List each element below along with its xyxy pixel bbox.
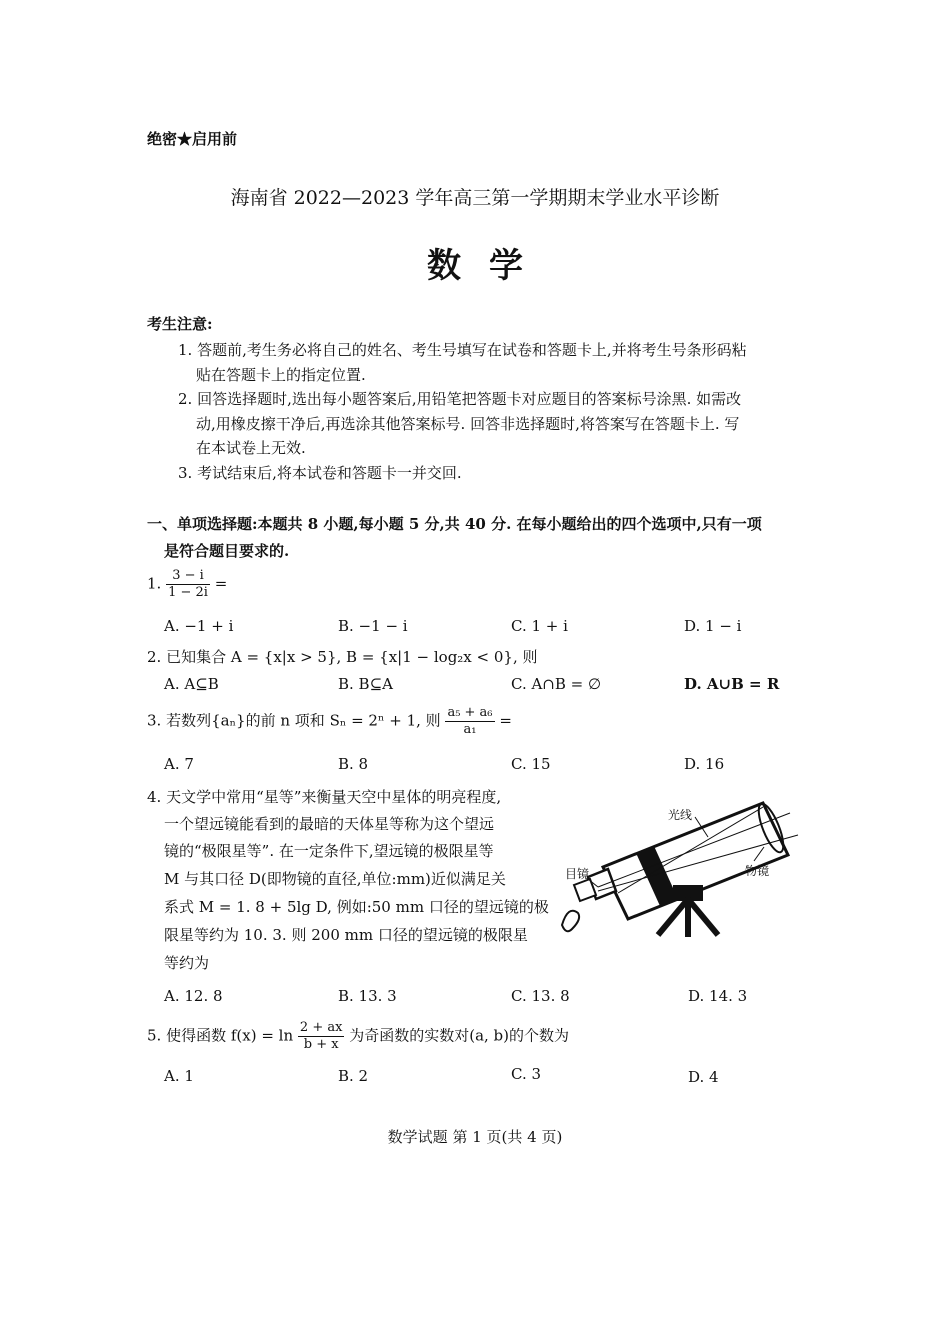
notice-item-3-line1: 3. 考试结束后,将本试卷和答题卡一并交回. bbox=[178, 464, 462, 482]
question-5-option-a: A. 1 bbox=[164, 1067, 194, 1085]
question-2-option-d: D. A∪B = R bbox=[684, 675, 780, 693]
question-3-option-c: C. 15 bbox=[511, 755, 551, 773]
question-4-line7: 等约为 bbox=[164, 954, 210, 972]
question-5-option-b: B. 2 bbox=[338, 1067, 369, 1085]
section-heading-line1: 一、单项选择题:本题共 8 小题,每小题 5 分,共 40 分. 在每小题给出的四个选项中,只有一项 bbox=[147, 515, 762, 533]
question-1-stem bbox=[147, 568, 227, 601]
notice-heading: 考生注意: bbox=[147, 315, 213, 333]
question-3-fraction bbox=[445, 705, 494, 738]
question-2-stem: 2. 已知集合 A = {x|x > 5}, B = {x|1 − log₂x < 0}, 则 bbox=[147, 648, 538, 666]
notice-item-1-line2: 贴在答题卡上的指定位置. bbox=[196, 366, 366, 384]
question-2-option-b: B. B⊆A bbox=[338, 675, 393, 693]
question-4-line3: 镜的“极限星等”. 在一定条件下,望远镜的极限星等 bbox=[164, 842, 494, 860]
question-1-option-a: A. −1 + i bbox=[164, 617, 234, 635]
notice-item-2-line1: 2. 回答选择题时,选出每小题答案后,用铅笔把答题卡对应题目的答案标号涂黑. 如需改 bbox=[178, 390, 742, 408]
question-3-equals: = bbox=[499, 711, 512, 730]
question-4-line6: 限星等约为 10. 3. 则 200 mm 口径的望远镜的极限星 bbox=[164, 926, 528, 944]
question-3-option-a: A. 7 bbox=[164, 755, 194, 773]
question-1-option-d: D. 1 − i bbox=[684, 617, 742, 635]
question-5-text-pre: 5. 使得函数 f(x) = ln bbox=[147, 1026, 294, 1045]
question-1-equals: = bbox=[214, 574, 228, 593]
question-4-option-a: A. 12. 8 bbox=[164, 987, 223, 1005]
figure-label-light: 光线 bbox=[668, 808, 693, 822]
question-5-fraction bbox=[298, 1020, 345, 1053]
question-5-text-post: 为奇函数的实数对(a, b)的个数为 bbox=[349, 1026, 570, 1045]
question-2-option-a: A. A⊆B bbox=[164, 675, 219, 693]
question-5-denominator: b + x bbox=[303, 1037, 339, 1052]
notice-item-2-line2: 动,用橡皮擦干净后,再选涂其他答案标号. 回答非选择题时,将答案写在答题卡上. 写 bbox=[196, 415, 740, 433]
question-1-fraction bbox=[166, 568, 210, 601]
question-4-line4: M 与其口径 D(即物镜的直径,单位:mm)近似满足关 bbox=[164, 870, 506, 888]
question-5-stem bbox=[147, 1020, 569, 1053]
question-3-option-d: D. 16 bbox=[684, 755, 725, 773]
question-3-numerator: a₅ + a₆ bbox=[447, 705, 493, 720]
question-4-option-c: C. 13. 8 bbox=[511, 987, 570, 1005]
question-4-line1: 4. 天文学中常用“星等”来衡量天空中星体的明亮程度, bbox=[147, 788, 502, 806]
question-4-line2: 一个望远镜能看到的最暗的天体星等称为这个望远 bbox=[164, 815, 495, 833]
question-5-option-d: D. 4 bbox=[688, 1068, 719, 1086]
question-5-numerator: 2 + ax bbox=[299, 1020, 343, 1035]
question-4-option-d: D. 14. 3 bbox=[688, 987, 748, 1005]
question-2-option-c: C. A∩B = ∅ bbox=[511, 675, 602, 693]
exam-title: 海南省 2022—2023 学年高三第一学期期末学业水平诊断 bbox=[230, 187, 720, 209]
section-heading-line2: 是符合题目要求的. bbox=[164, 542, 290, 560]
question-3-denominator: a₁ bbox=[463, 722, 477, 737]
question-3-stem bbox=[147, 705, 512, 738]
question-3-text: 3. 若数列{aₙ}的前 n 项和 Sₙ = 2ⁿ + 1, 则 bbox=[147, 711, 441, 730]
subject-title: 数学 bbox=[427, 246, 551, 286]
figure-label-objective: 物镜 bbox=[745, 864, 770, 878]
question-4-line5: 系式 M = 1. 8 + 5lg D, 例如:50 mm 口径的望远镜的极 bbox=[164, 898, 549, 916]
question-1-option-c: C. 1 + i bbox=[511, 617, 568, 635]
question-1-number: 1. bbox=[147, 574, 162, 593]
question-1-option-b: B. −1 − i bbox=[338, 617, 408, 635]
secret-label: 绝密★启用前 bbox=[147, 130, 238, 148]
notice-item-2-line3: 在本试卷上无效. bbox=[196, 439, 306, 457]
question-1-numerator: 3 − i bbox=[166, 568, 210, 585]
question-5-option-c: C. 3 bbox=[511, 1065, 542, 1083]
notice-item-1-line1: 1. 答题前,考生务必将自己的姓名、考生号填写在试卷和答题卡上,并将考生号条形码粘 bbox=[178, 341, 747, 359]
page-footer: 数学试题 第 1 页(共 4 页) bbox=[387, 1128, 563, 1146]
question-3-option-b: B. 8 bbox=[338, 755, 369, 773]
question-4-option-b: B. 13. 3 bbox=[338, 987, 397, 1005]
question-1-denominator: 1 − 2i bbox=[168, 585, 208, 600]
figure-label-eyepiece: 目镜 bbox=[565, 867, 590, 881]
